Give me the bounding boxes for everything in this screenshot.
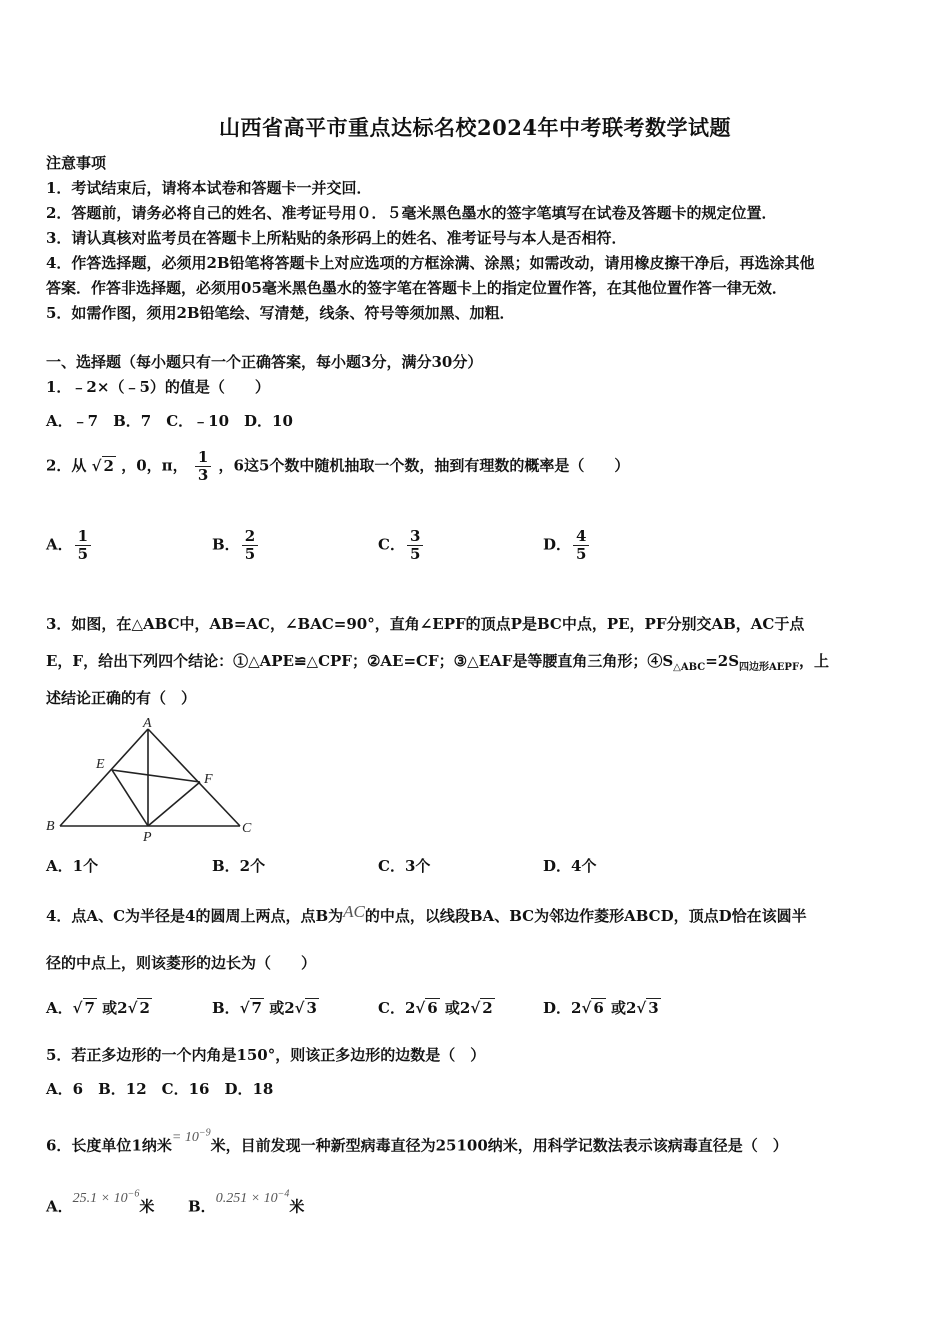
- notice-item: 5．如需作图，须用2B铅笔绘、写清楚，线条、符号等须加黑、加粗．: [46, 304, 515, 322]
- section-heading: 一、选择题（每小题只有一个正确答案，每小题3分，满分30分）: [46, 353, 483, 371]
- fraction-one-third: $\frac{1}{3}$: [195, 449, 211, 484]
- question-3-option-b: B．2个: [212, 857, 266, 875]
- question-4-option-c: C．2√ 6 或2√ 2: [378, 999, 493, 1017]
- question-3-line1: 3．如图，在△ABC中，AB=AC，∠BAC=90°，直角∠EPF的顶点P是BC中点，PE，PF分别交AB，AC于点: [46, 615, 805, 633]
- question-6-option-a: A．$25.1 \times 10^{-6}$米: [46, 1188, 155, 1216]
- question-5-options: A．6 B．12 C．16 D．18: [46, 1080, 274, 1098]
- label-b: B: [46, 819, 55, 834]
- label-f: F: [204, 772, 213, 787]
- question-3-option-d: D．4个: [543, 857, 597, 875]
- notice-item: 4．作答选择题，必须用2B铅笔将答题卡上对应选项的方框涂满、涂黑；如需改动，请用橡皮擦干净后，再选涂其他: [46, 254, 815, 272]
- arc-ac: AC: [343, 902, 365, 921]
- notice-item: 1．考试结束后，请将本试卷和答题卡一并交回．: [46, 179, 372, 197]
- segment-ep: [112, 770, 148, 826]
- question-2-option-b: B． $\frac{2}{5}$: [212, 528, 260, 563]
- notice-item: 2．答题前，请务必将自己的姓名、准考证号用０．５毫米黑色墨水的签字笔填写在试卷及答题卡的规定位置．: [46, 204, 777, 222]
- question-4-option-a: A．√ 7 或2√ 2: [46, 999, 150, 1017]
- sqrt-2: √ 2: [91, 456, 114, 475]
- question-2-option-c: C． $\frac{3}{5}$: [378, 528, 425, 563]
- question-4-line1: 4．点A、C为半径是4的圆周上两点，点B为AC的中点，以线段BA、BC为邻边作菱形ABCD，顶点D恰在该圆半: [46, 902, 807, 925]
- triangle-figure: [40, 716, 265, 846]
- question-4-option-d: D．2√ 6 或2√ 3: [543, 999, 659, 1017]
- page-title: 山西省高平市重点达标名校2024年中考联考数学试题: [219, 115, 731, 140]
- question-4-line2: 径的中点上，则该菱形的边长为（ ）: [46, 954, 317, 972]
- question-6-option-b: B．$0.251 \times 10^{-4}$米: [188, 1188, 305, 1216]
- label-e: E: [96, 757, 105, 772]
- segment-ef: [112, 770, 200, 782]
- question-5-stem: 5．若正多边形的一个内角是150°，则该正多边形的边数是（ ）: [46, 1046, 486, 1064]
- question-4-option-b: B．√ 7 或2√ 3: [212, 999, 317, 1017]
- notice-heading: 注意事项: [46, 154, 107, 172]
- label-a: A: [143, 716, 152, 731]
- question-1-options: A．﹣7 B．7 C．﹣10 D．10: [46, 412, 293, 430]
- question-2-stem: 2．从 √ 2 ，0，π， $\frac{1}{3}$ ，6这5个数中随机抽取一个数，抽到有理数的概率是（ ）: [46, 448, 630, 484]
- question-3-line2: E，F，给出下列四个结论：①△APE≌△CPF；②AE=CF；③△EAF是等腰直角三角形；$④S_{\triangle ABC}=2S_{四边形AEPF}$，上: [46, 652, 830, 673]
- question-1-stem: 1．﹣2×（﹣5）的值是（ ）: [46, 378, 270, 396]
- notice-item: 答案．作答非选择题，必须用05毫米黑色墨水的签字笔在答题卡上的指定位置作答，在其他位置作答一律无效．: [46, 279, 787, 297]
- question-3-option-a: A．1个: [46, 857, 99, 875]
- label-p: P: [143, 830, 152, 845]
- label-c: C: [242, 821, 252, 836]
- notice-item: 3．请认真核对监考员在答题卡上所粘贴的条形码上的姓名、准考证号与本人是否相符．: [46, 229, 627, 247]
- segment-pf: [148, 782, 200, 826]
- question-6-stem: 6．长度单位1纳米= $10^{-9}$米，目前发现一种新型病毒直径为25100纳米，用科学记数法表示该病毒直径是（ ）: [46, 1127, 788, 1155]
- nanometer-formula: = $10^{-9}$: [171, 1127, 211, 1145]
- question-2-option-a: A． $\frac{1}{5}$: [46, 528, 93, 563]
- segment-ab: [60, 729, 148, 826]
- question-3-line3: 述结论正确的有（ ）: [46, 689, 197, 707]
- question-2-option-d: D． $\frac{4}{5}$: [543, 528, 591, 563]
- question-3-option-c: C．3个: [378, 857, 431, 875]
